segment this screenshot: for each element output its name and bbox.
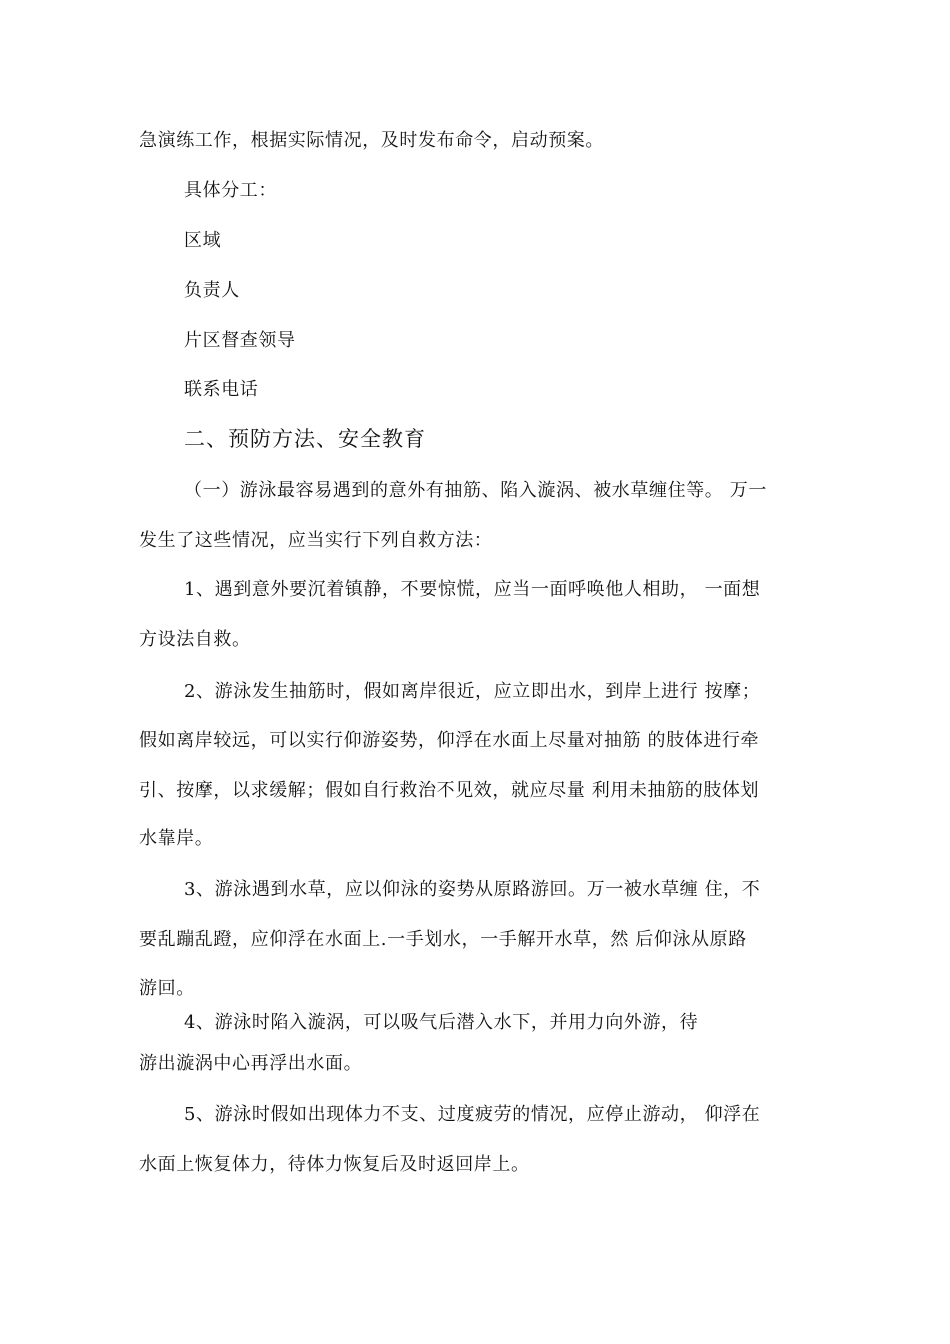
- paragraph-line: 1、遇到意外要沉着镇静，不要惊慌，应当一面呼唤他人相助， 一面想: [184, 579, 761, 600]
- paragraph-line: 片区督查领导: [184, 330, 296, 351]
- paragraph-line: 3、游泳遇到水草，应以仰泳的姿势从原路游回。万一被水草缠 住，不: [184, 879, 761, 900]
- paragraph-line: 水靠岸。: [139, 828, 214, 849]
- paragraph-line: 负责人: [184, 280, 240, 301]
- paragraph-line: （一）游泳最容易遇到的意外有抽筋、陷入漩涡、被水草缠住等。 万一: [184, 480, 767, 501]
- paragraph-line: 区域: [184, 230, 222, 251]
- paragraph-line: 发生了这些情况，应当实行下列自救方法：: [139, 530, 493, 551]
- paragraph-line: 4、游泳时陷入漩涡，可以吸气后潜入水下，并用力向外游，待: [184, 1012, 699, 1033]
- paragraph-line: 要乱蹦乱蹬，应仰浮在水面上.一手划水，一手解开水草，然 后仰泳从原路: [139, 929, 747, 950]
- paragraph-line: 假如离岸较远，可以实行仰游姿势，仰浮在水面上尽量对抽筋 的肢体进行牵: [139, 730, 760, 751]
- paragraph-line: 2、游泳发生抽筋时，假如离岸很近，应立即出水，到岸上进行 按摩；: [184, 681, 761, 702]
- paragraph-line: 联系电话: [184, 379, 259, 400]
- paragraph-line: 引、按摩，以求缓解；假如自行救治不见效，就应尽量 利用未抽筋的肢体划: [139, 780, 760, 801]
- paragraph-line: 游回。: [139, 978, 195, 999]
- paragraph-line: 游出漩涡中心再浮出水面。: [139, 1053, 363, 1074]
- paragraph-line: 5、游泳时假如出现体力不支、过度疲劳的情况，应停止游动， 仰浮在: [184, 1104, 761, 1125]
- paragraph-line: 具体分工：: [184, 180, 277, 201]
- paragraph-line: 方设法自救。: [139, 629, 251, 650]
- paragraph-line: 急演练工作，根据实际情况，及时发布命令，启动预案。: [139, 130, 604, 151]
- section-heading: 二、预防方法、安全教育: [184, 427, 426, 451]
- paragraph-line: 水面上恢复体力，待体力恢复后及时返回岸上。: [139, 1154, 530, 1175]
